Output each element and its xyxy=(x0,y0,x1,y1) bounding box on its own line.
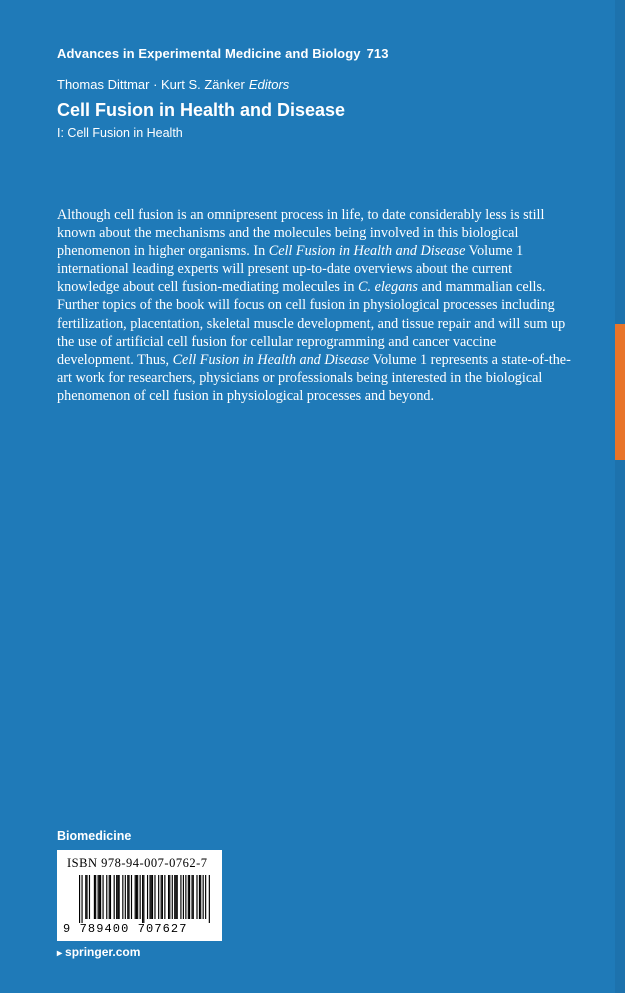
subject-category: Biomedicine xyxy=(57,829,132,843)
barcode-bar xyxy=(116,875,117,919)
series-line xyxy=(57,46,389,61)
barcode-bar xyxy=(175,875,176,919)
barcode-bar xyxy=(174,875,175,919)
barcode-bar xyxy=(183,875,184,919)
barcode-bar xyxy=(169,875,170,919)
barcode-bar xyxy=(127,875,128,919)
barcode-bar xyxy=(128,875,129,919)
barcode-bar xyxy=(122,875,123,919)
description-blurb xyxy=(57,206,571,405)
barcode-bar xyxy=(164,875,165,919)
barcode-bar xyxy=(205,875,206,919)
book-subtitle: I: Cell Fusion in Health xyxy=(57,126,183,140)
barcode-bar xyxy=(158,875,159,919)
barcode-bar xyxy=(152,875,153,919)
barcode-digits: 9 789400 707627 xyxy=(63,922,188,936)
barcode-bar xyxy=(199,875,200,919)
blurb-title-ref-1: Cell Fusion in Health and Disease xyxy=(268,243,466,260)
barcode-bar xyxy=(117,875,118,919)
barcode-bar xyxy=(98,875,99,919)
book-title: Cell Fusion in Health and Disease xyxy=(57,100,346,120)
blurb-text-2: Volume 1 international leading experts will present up-to-date overviews about the current knowledge about cell fusion-mediating molecules in xyxy=(57,243,524,296)
editor-names: Thomas Dittmar · Kurt S. Zänker xyxy=(57,77,245,92)
barcode-bar xyxy=(136,875,137,919)
barcode-bar xyxy=(168,875,169,919)
barcode-bar xyxy=(114,875,115,919)
barcode-bar xyxy=(135,875,136,919)
barcode-bar xyxy=(143,875,144,923)
barcode-bar xyxy=(109,875,110,919)
blurb-title-ref-2: Cell Fusion in Health and Disease xyxy=(172,351,370,368)
barcode-bar xyxy=(200,875,201,919)
spine-accent-bar xyxy=(615,324,625,460)
barcode-bar xyxy=(172,875,173,919)
barcode-bar xyxy=(81,875,82,923)
barcode-bar xyxy=(119,875,120,919)
barcode-bar xyxy=(110,875,111,919)
barcode-bar xyxy=(151,875,152,919)
barcode-bar xyxy=(191,875,192,919)
barcode-bar xyxy=(149,875,150,919)
blurb-text-3: and mammalian cells. Further topics of the book will focus on cell fusion in physiological processes including fertilization, placentation, skeletal muscle development, and tissue repair and will sum up the use of artificial cell fusion for cellular reprogramming and cancer vaccine development. Thus, xyxy=(57,279,566,368)
barcode-bar xyxy=(161,875,162,919)
barcode-bar xyxy=(147,875,148,919)
isbn-barcode-box xyxy=(57,850,222,941)
barcode-bar xyxy=(177,875,178,919)
series-name: Advances in Experimental Medicine and Biology xyxy=(57,46,361,61)
barcode-bar xyxy=(185,875,186,919)
barcode-bar xyxy=(142,875,143,923)
website-url: springer.com xyxy=(65,945,141,959)
series-number: 713 xyxy=(366,46,389,61)
blurb-paragraph xyxy=(57,206,571,405)
editors-role: Editors xyxy=(248,77,290,92)
barcode-graphic xyxy=(79,875,210,923)
barcode-bar xyxy=(94,875,95,919)
barcode-bar xyxy=(131,875,132,919)
blurb-text-4: Volume 1 represents a state-of-the-art work for researchers, physicians or professionals being interested in the biological phenomenon of cell fusion in physiological processes and beyond. xyxy=(57,351,571,404)
barcode-bar xyxy=(89,875,90,919)
barcode-bar xyxy=(99,875,100,919)
spine-edge xyxy=(615,0,625,993)
barcode-bar xyxy=(188,875,189,919)
editors-line xyxy=(57,77,289,92)
barcode-bar xyxy=(209,875,210,923)
barcode-bar xyxy=(85,875,86,919)
barcode-bar xyxy=(95,875,96,919)
barcode-bar xyxy=(140,875,141,919)
barcode-bar xyxy=(203,875,204,919)
barcode-bar xyxy=(125,875,126,919)
barcode-bar xyxy=(180,875,181,919)
barcode-bar xyxy=(86,875,87,919)
barcode-bar xyxy=(196,875,197,919)
isbn-label: ISBN 978-94-007-0762-7 xyxy=(67,856,208,870)
barcode-bar xyxy=(79,875,80,923)
barcode-bar xyxy=(162,875,163,919)
barcode-bar xyxy=(106,875,107,919)
barcode-bar xyxy=(154,875,155,919)
blurb-text-1: Although cell fusion is an omnipresent process in life, to date considerably less is still known about the mechanisms and the molecules being involved in this biological phenomenon in higher organisms. In xyxy=(57,207,545,260)
barcode-bar xyxy=(102,875,103,919)
barcode-bar xyxy=(100,875,101,919)
arrow-icon: ▸ xyxy=(57,948,63,959)
barcode-bar xyxy=(189,875,190,919)
barcode-bar xyxy=(137,875,138,919)
website-link[interactable] xyxy=(57,945,140,959)
barcode-bar xyxy=(193,875,194,919)
blurb-organism: C. elegans xyxy=(358,279,418,296)
